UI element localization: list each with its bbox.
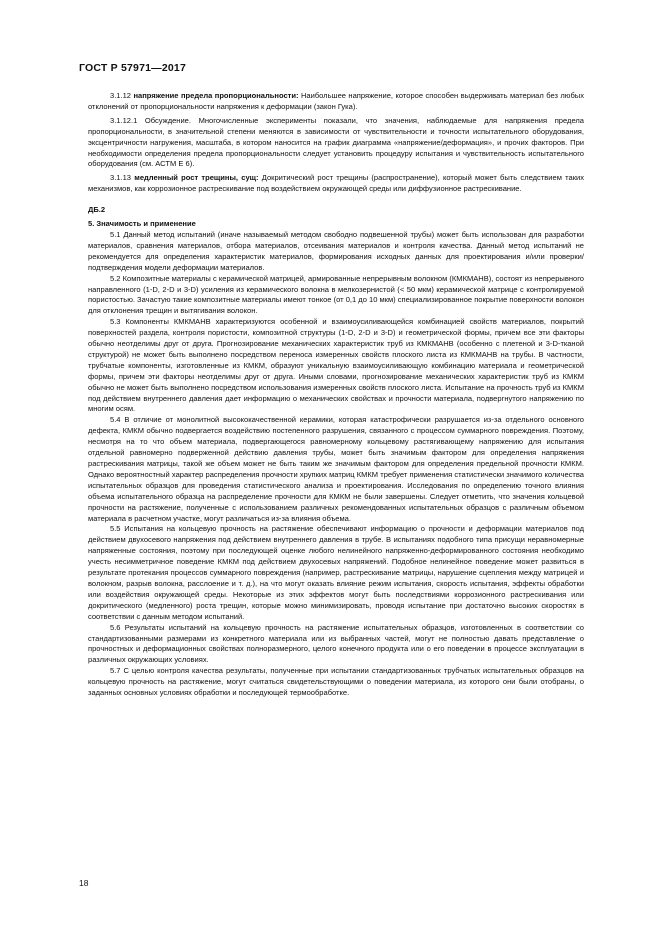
clause-number: 3.1.12 [110,91,134,100]
document-body [88,91,584,699]
appendix-heading: ДБ.2 [88,205,106,215]
term-definition: Докритический рост трещины (распространение), который может быть следствием таких механизмов, как коррозионное растрескивание под воздействием окружающей среды или диффузионное растрескивание. [88,173,584,194]
paragraph-3-1-12-1: 3.1.12.1 Обсуждение. Многочисленные эксперименты показали, что значения, наблюдаемые для напряжения предела пропорциональности, в значительной степени меняются в зависимости от чувствительности и точности испытательного оборудования, эксцентричности нагружения, масштаба, в котором наносится на график диаграмма «напряжение/деформация», и прочих факторов. При необходимости определения предела пропорциональности следует установить процедуру испытания и чувствительность испытательного оборудования (см. АСТМ Е 6). [88,115,584,169]
paragraph-5-6: 5.6 Результаты испытаний на кольцевую прочность на растяжение испытательных образцов, изготовленных в соответствии со стандартизованными размерами из конкретного материала или из выбранных частей, могут не полностью давать представление о прочностных и деформационных свойствах полноразмерного, целого конечного продукта или о его поведении в процессе эксплуатации в различных окружающих условиях. [88,622,584,665]
paragraph-3-1-13 [88,173,584,195]
section-heading: 5. Значимость и применение [88,219,196,229]
clause-number: 3.1.13 [110,173,135,183]
paragraph-5-3: 5.3 Компоненты КМКМАНВ характеризуются особенной и взаимоусиливающейся комбинацией свойств материалов, покрытий поверхностей раздела, контроля пористости, композитной структуры (1-D, 2-D и 3-D) и геометрической формы, причем все эти факторы обычно неотделимы друг от друга. Прогнозирование механических характеристик труб из КМКМАНВ (особенно с плетеной и 3-D-ткaной структурой) не может быть выполнено посредством переноса измеренных свойств плоского листа из КМКМАНВ на трубы. В частности, трубчатые компоненты, изготовленные из КМКМ, образуют уникальную взаимоусиливающую комбинацию материала и геометрической формы, причем эти факторы неотделимы друг от друга. Иными словами, прогнозирование механических характеристик труб из КМКМ обычно не может быть выполнено посредством использования измеренных свойств плоского листа. Испытание на прочность труб из КМКМ под действием внутреннего давления дает информацию о механических свойствах и прочности материала, подвергнутого напряжению по многим осям. [88,317,584,414]
paragraph-3-1-12 [88,91,584,113]
paragraph-5-4: 5.4 В отличие от монолитной высококачественной керамики, которая катастрофически разрушается из-за отдельного основного дефекта, КМКМ обычно подвергается воздействию постепенного разрушения, связанного с процессом суммарного повреждения. Поэтому, несмотря на то что объем материала, подвергающегося равномерному кольцевому растягивающему напряжению для испытания отдельной равномерно подверженной действию давления трубы, может быть значимым фактором для определения напряжения растрескивания матрицы, такой же объем может не быть таким же значимым фактором для определения предельной прочности КМКМ. Однако вероятностный характер распределения прочности хрупких матриц КМКМ требует применения статистически значимого количества испытательных образцов для проведения статистического анализа и проектирования. Исследования по определению точного влияния объема испытательного образца на распределение прочности для КМКМ не были завершены. Следует отметить, что значения кольцевой прочности на растяжение, полученные с использованием различных рекомендованных испытательных образцов с различным объемом материала в расчетном участке, могут различаться из-за влияния объема. [88,415,584,523]
document-header: ГОСТ Р 57971—2017 [79,62,187,74]
paragraph-5-5: 5.5 Испытания на кольцевую прочность на растяжение обеспечивают информацию о прочности и деформации материалов под действием двухосевого напряжения под действием внутреннего давления в трубе. В испытаниях подобного типа присущи неравномерные напряженные состояния, поэтому при последующей оценке любого нелинейного напряженно-деформированного состояния необходимо учесть несимметричное поведение КМКМ под действием двухосевых напряжений. Подобное нелинейное поведение может развиться в результате протекания процессов суммарного повреждения (например, растрескивание матрицы, нарушение сцепления между матрицей и волокном, разрыв волокна, расслоение и т. д.), на что могут оказать влияние режим испытания, скорость испытания, эффекты обработки или воздействия окружающей среды. Некоторые из этих эффектов могут быть последствиями коррозионного растрескивания или докритического (медленного) роста трещин, которые можно минимизировать, проводя испытание при достаточно высоких скоростях в соответствии с данным методом испытаний. [88,524,584,621]
term-name: медленный рост трещины, сущ: [134,173,259,183]
term-name: напряжение предела пропорциональности: [133,91,299,100]
paragraph-5-1: 5.1 Данный метод испытаний (иначе называемый методом свободно подвешенной трубы) может быть использован для разработки материалов, сравнения материалов, отбора материалов, отсеивания материалов и контроля качества. Данный метод испытаний не рекомендуется для определения характеристик материалов, формирования исходных данных для проектирования и/или проверки/подтверждения модели деформации материалов. [88,229,584,272]
paragraph-5-2: 5.2 Композитные материалы с керамической матрицей, армированные непрерывным волокном (КМКМАНВ), состоят из непрерывного направленного (1-D, 2-D и 3-D) усиления из керамического волокна в мелкозернистой (< 50 мкм) керамической матрице с контролируемой пористостью. Зачастую такие композитные материалы имеют тонкое (от 0,1 до 10 мкм) специализированное покрытие поверхности волокон для отклонения трещин и вытягивания волокон. [88,273,584,316]
page-number: 18 [79,878,89,888]
term-definition: Наибольшее напряжение, которое способен выдерживать материал без любых отклонений от пропорциональности напряжения к деформации (закон Гука). [88,91,584,111]
paragraph-5-7: 5.7 С целью контроля качества результаты, полученные при испытании стандартизованных трубчатых испытательных образцов на кольцевую прочность на растяжение, могут считаться свидетельствующими о поведении материала, из которого они были отобраны, о заданных основных условиях обработки и последующей термообработке. [88,666,584,698]
